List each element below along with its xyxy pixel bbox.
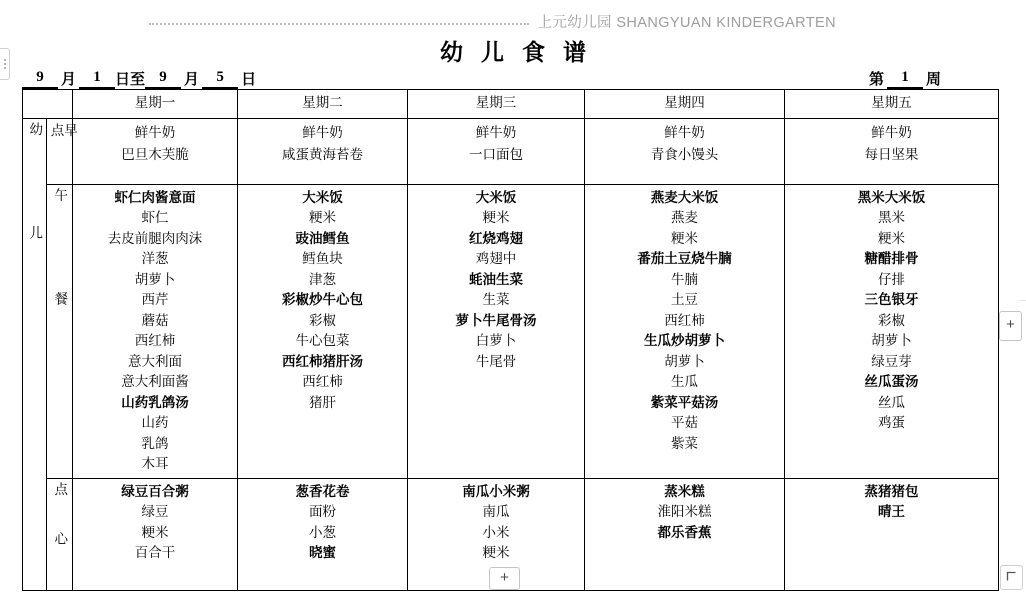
ingredient: 燕麦 <box>671 210 698 226</box>
week-number-value[interactable]: 1 <box>887 69 923 90</box>
menu-cell-r2-c4[interactable] <box>585 184 785 478</box>
column-header-4: 星期四 <box>585 90 785 119</box>
dish-name: 晴王 <box>878 504 905 520</box>
ingredient: 鲜牛奶 <box>134 125 176 140</box>
ingredient: 木耳 <box>141 456 169 472</box>
ingredient: 咸蛋黄海苔卷 <box>282 147 363 163</box>
meal-label-text: 午餐 <box>52 187 68 395</box>
ingredient: 淮阳米糕 <box>657 504 712 520</box>
dish-name: 大米饭 <box>475 189 517 205</box>
start-month-label: 月 <box>61 71 77 88</box>
column-header-3: 星期三 <box>408 90 585 119</box>
week-suffix-label: 周 <box>925 71 941 88</box>
dish-list <box>410 122 582 167</box>
dish-name: 虾仁肉酱意面 <box>114 189 196 205</box>
ingredient: 平菇 <box>671 415 698 431</box>
ingredient: 黑米 <box>878 210 905 226</box>
meta-row <box>22 66 1002 90</box>
ingredient: 绿豆芽 <box>871 353 912 369</box>
ingredient: 胡萝卜 <box>664 353 705 369</box>
ingredient: 绿豆 <box>141 504 169 520</box>
add-row-button[interactable]: + <box>489 567 520 590</box>
menu-cell-r1-c5[interactable] <box>785 119 999 185</box>
document-header <box>0 10 1026 32</box>
dish-name: 红烧鸡翅 <box>469 230 523 246</box>
column-header-2: 星期二 <box>238 90 408 119</box>
dish-name: 番茄土豆烧牛腩 <box>637 251 732 267</box>
right-edge-marker <box>1019 300 1026 301</box>
ingredient: 蘑菇 <box>141 312 169 328</box>
meal-label-cell-1 <box>47 119 77 185</box>
dish-name: 丝瓜蛋汤 <box>864 374 919 390</box>
ingredient: 西红柿 <box>134 333 176 349</box>
menu-cell-r2-c3[interactable] <box>408 184 585 478</box>
ingredient: 生瓜 <box>671 374 698 390</box>
column-header-5: 星期五 <box>785 90 999 119</box>
ingredient: 鲜牛奶 <box>871 125 912 140</box>
menu-cell-r2-c5[interactable] <box>785 184 999 478</box>
menu-table <box>22 89 999 591</box>
menu-cell-r3-c2[interactable] <box>238 478 408 591</box>
ingredient: 牛尾骨 <box>475 353 517 369</box>
dish-list <box>787 122 996 167</box>
ingredient: 生菜 <box>482 292 510 308</box>
week-number-group <box>866 68 944 90</box>
ingredient: 白萝卜 <box>475 333 517 349</box>
header-dotted-rule <box>149 22 529 25</box>
ingredient: 紫菜 <box>671 435 698 451</box>
ingredient: 西芹 <box>141 292 169 308</box>
ingredient: 粳米 <box>141 524 169 540</box>
dish-name: 都乐香蕉 <box>657 524 712 540</box>
start-month-value[interactable]: 9 <box>22 69 58 90</box>
ingredient: 鳕鱼块 <box>302 251 343 267</box>
ingredient: 仔排 <box>878 271 905 287</box>
dish-list <box>75 188 235 475</box>
meal-label-text: 早点 <box>48 123 77 173</box>
dish-name: 彩椒炒牛心包 <box>282 292 363 308</box>
ingredient: 鸡蛋 <box>878 415 905 431</box>
ingredient: 西红柿 <box>302 374 343 390</box>
ingredient: 津葱 <box>309 271 336 287</box>
drag-dots-icon <box>4 59 6 69</box>
dish-name: 蒸猪猪包 <box>864 483 919 499</box>
left-drag-handle[interactable] <box>0 48 10 80</box>
group-label-cell <box>23 119 47 591</box>
ingredient: 意大利面 <box>128 353 182 369</box>
dish-name: 燕麦大米饭 <box>650 189 719 205</box>
menu-cell-r1-c3[interactable] <box>408 119 585 185</box>
dish-list <box>75 482 235 564</box>
end-month-value[interactable]: 9 <box>145 69 181 90</box>
dish-name: 山药乳鸽汤 <box>121 394 189 410</box>
menu-cell-r1-c4[interactable] <box>585 119 785 185</box>
table-row <box>23 184 999 478</box>
dish-list <box>787 188 996 434</box>
range-to-label: 至 <box>130 71 146 88</box>
dish-name: 西红柿猪肝汤 <box>282 353 363 369</box>
end-day-label: 日 <box>241 71 257 88</box>
ingredient: 粳米 <box>482 210 510 226</box>
resize-corner-icon <box>1006 571 1017 582</box>
dish-name: 绿豆百合粥 <box>121 483 189 499</box>
ingredient: 彩椒 <box>309 312 336 328</box>
dish-name: 豉油鳕鱼 <box>295 230 350 246</box>
menu-cell-r2-c1[interactable] <box>73 184 238 478</box>
dish-list <box>587 188 782 455</box>
ingredient: 彩椒 <box>878 312 905 328</box>
dish-list <box>240 122 405 167</box>
menu-cell-r3-c5[interactable] <box>785 478 999 591</box>
column-header-1: 星期一 <box>73 90 238 119</box>
ingredient: 小米 <box>482 524 510 540</box>
menu-cell-r1-c2[interactable] <box>238 119 408 185</box>
dish-list <box>75 122 235 167</box>
dish-name: 葱香花卷 <box>295 483 350 499</box>
ingredient: 粳米 <box>309 210 336 226</box>
ingredient: 粳米 <box>671 230 698 246</box>
ingredient: 牛腩 <box>671 271 698 287</box>
page-title: 幼儿食谱 <box>440 39 604 66</box>
ingredient: 鸡翅中 <box>475 251 517 267</box>
menu-cell-r2-c2[interactable] <box>238 184 408 478</box>
ingredient: 粳米 <box>482 545 510 561</box>
ingredient: 面粉 <box>309 504 336 520</box>
meal-label-cell-3 <box>47 478 73 591</box>
group-label-text: 幼儿 <box>27 122 43 329</box>
meal-label-cell-2 <box>47 184 73 478</box>
table-row <box>23 119 999 185</box>
dish-list <box>240 482 405 564</box>
dish-name: 黑米大米饭 <box>857 189 926 205</box>
ingredient: 洋葱 <box>141 251 169 267</box>
menu-cell-r1-c1[interactable] <box>73 119 238 185</box>
dish-list <box>240 188 405 414</box>
ingredient: 巴旦木芙脆 <box>121 147 189 163</box>
ingredient: 意大利面酱 <box>121 374 189 390</box>
dish-name: 糖醋排骨 <box>864 251 919 267</box>
ingredient: 丝瓜 <box>878 394 905 410</box>
table-corner-cell <box>23 90 73 119</box>
ingredient: 鲜牛奶 <box>664 125 705 140</box>
ingredient: 土豆 <box>671 292 698 308</box>
start-day-value[interactable]: 1 <box>79 69 115 90</box>
ingredient: 虾仁 <box>141 210 169 226</box>
meal-label-text: 点心 <box>52 481 68 581</box>
dish-name: 三色银牙 <box>864 292 919 308</box>
ingredient: 小葱 <box>309 524 336 540</box>
ingredient: 乳鸽 <box>141 435 169 451</box>
dish-name: 晓蜜 <box>309 545 336 561</box>
school-name: 上元幼儿园 SHANGYUAN KINDERGARTEN <box>537 14 836 31</box>
ingredient: 南瓜 <box>482 504 510 520</box>
menu-cell-r3-c1[interactable] <box>73 478 238 591</box>
dish-list <box>410 482 582 564</box>
dish-list <box>587 482 782 544</box>
dish-name: 生瓜炒胡萝卜 <box>644 333 725 349</box>
ingredient: 青食小馒头 <box>650 147 719 163</box>
ingredient: 猪肝 <box>309 394 336 410</box>
week-prefix-label: 第 <box>868 71 884 88</box>
dish-list <box>787 482 996 523</box>
ingredient: 百合干 <box>134 545 176 561</box>
dish-name: 大米饭 <box>302 189 343 205</box>
ingredient: 胡萝卜 <box>871 333 912 349</box>
dish-list <box>587 122 782 167</box>
ingredient: 鲜牛奶 <box>302 125 343 140</box>
dish-name: 蚝油生菜 <box>469 271 523 287</box>
ingredient: 鲜牛奶 <box>475 125 517 140</box>
ingredient: 山药 <box>141 415 169 431</box>
ingredient: 西红柿 <box>664 312 705 328</box>
ingredient: 一口面包 <box>469 147 523 163</box>
ingredient: 牛心包菜 <box>295 333 350 349</box>
ingredient: 去皮前腿肉肉沫 <box>107 230 203 246</box>
menu-cell-r3-c4[interactable] <box>585 478 785 591</box>
start-day-label: 日 <box>115 71 131 88</box>
table-header-row <box>23 90 999 119</box>
dish-name: 萝卜牛尾骨汤 <box>455 312 537 328</box>
dish-name: 蒸米糕 <box>664 483 705 499</box>
ingredient: 粳米 <box>878 230 905 246</box>
dish-list <box>410 188 582 373</box>
resize-handle-button[interactable] <box>1000 565 1023 590</box>
dish-name: 紫菜平菇汤 <box>650 394 719 410</box>
ingredient: 每日坚果 <box>864 147 919 163</box>
ingredient: 胡萝卜 <box>134 271 176 287</box>
end-day-value[interactable]: 5 <box>202 69 238 90</box>
end-month-label: 月 <box>184 71 200 88</box>
add-column-button[interactable]: + <box>999 311 1022 341</box>
date-range <box>22 68 259 90</box>
dish-name: 南瓜小米粥 <box>462 483 530 499</box>
